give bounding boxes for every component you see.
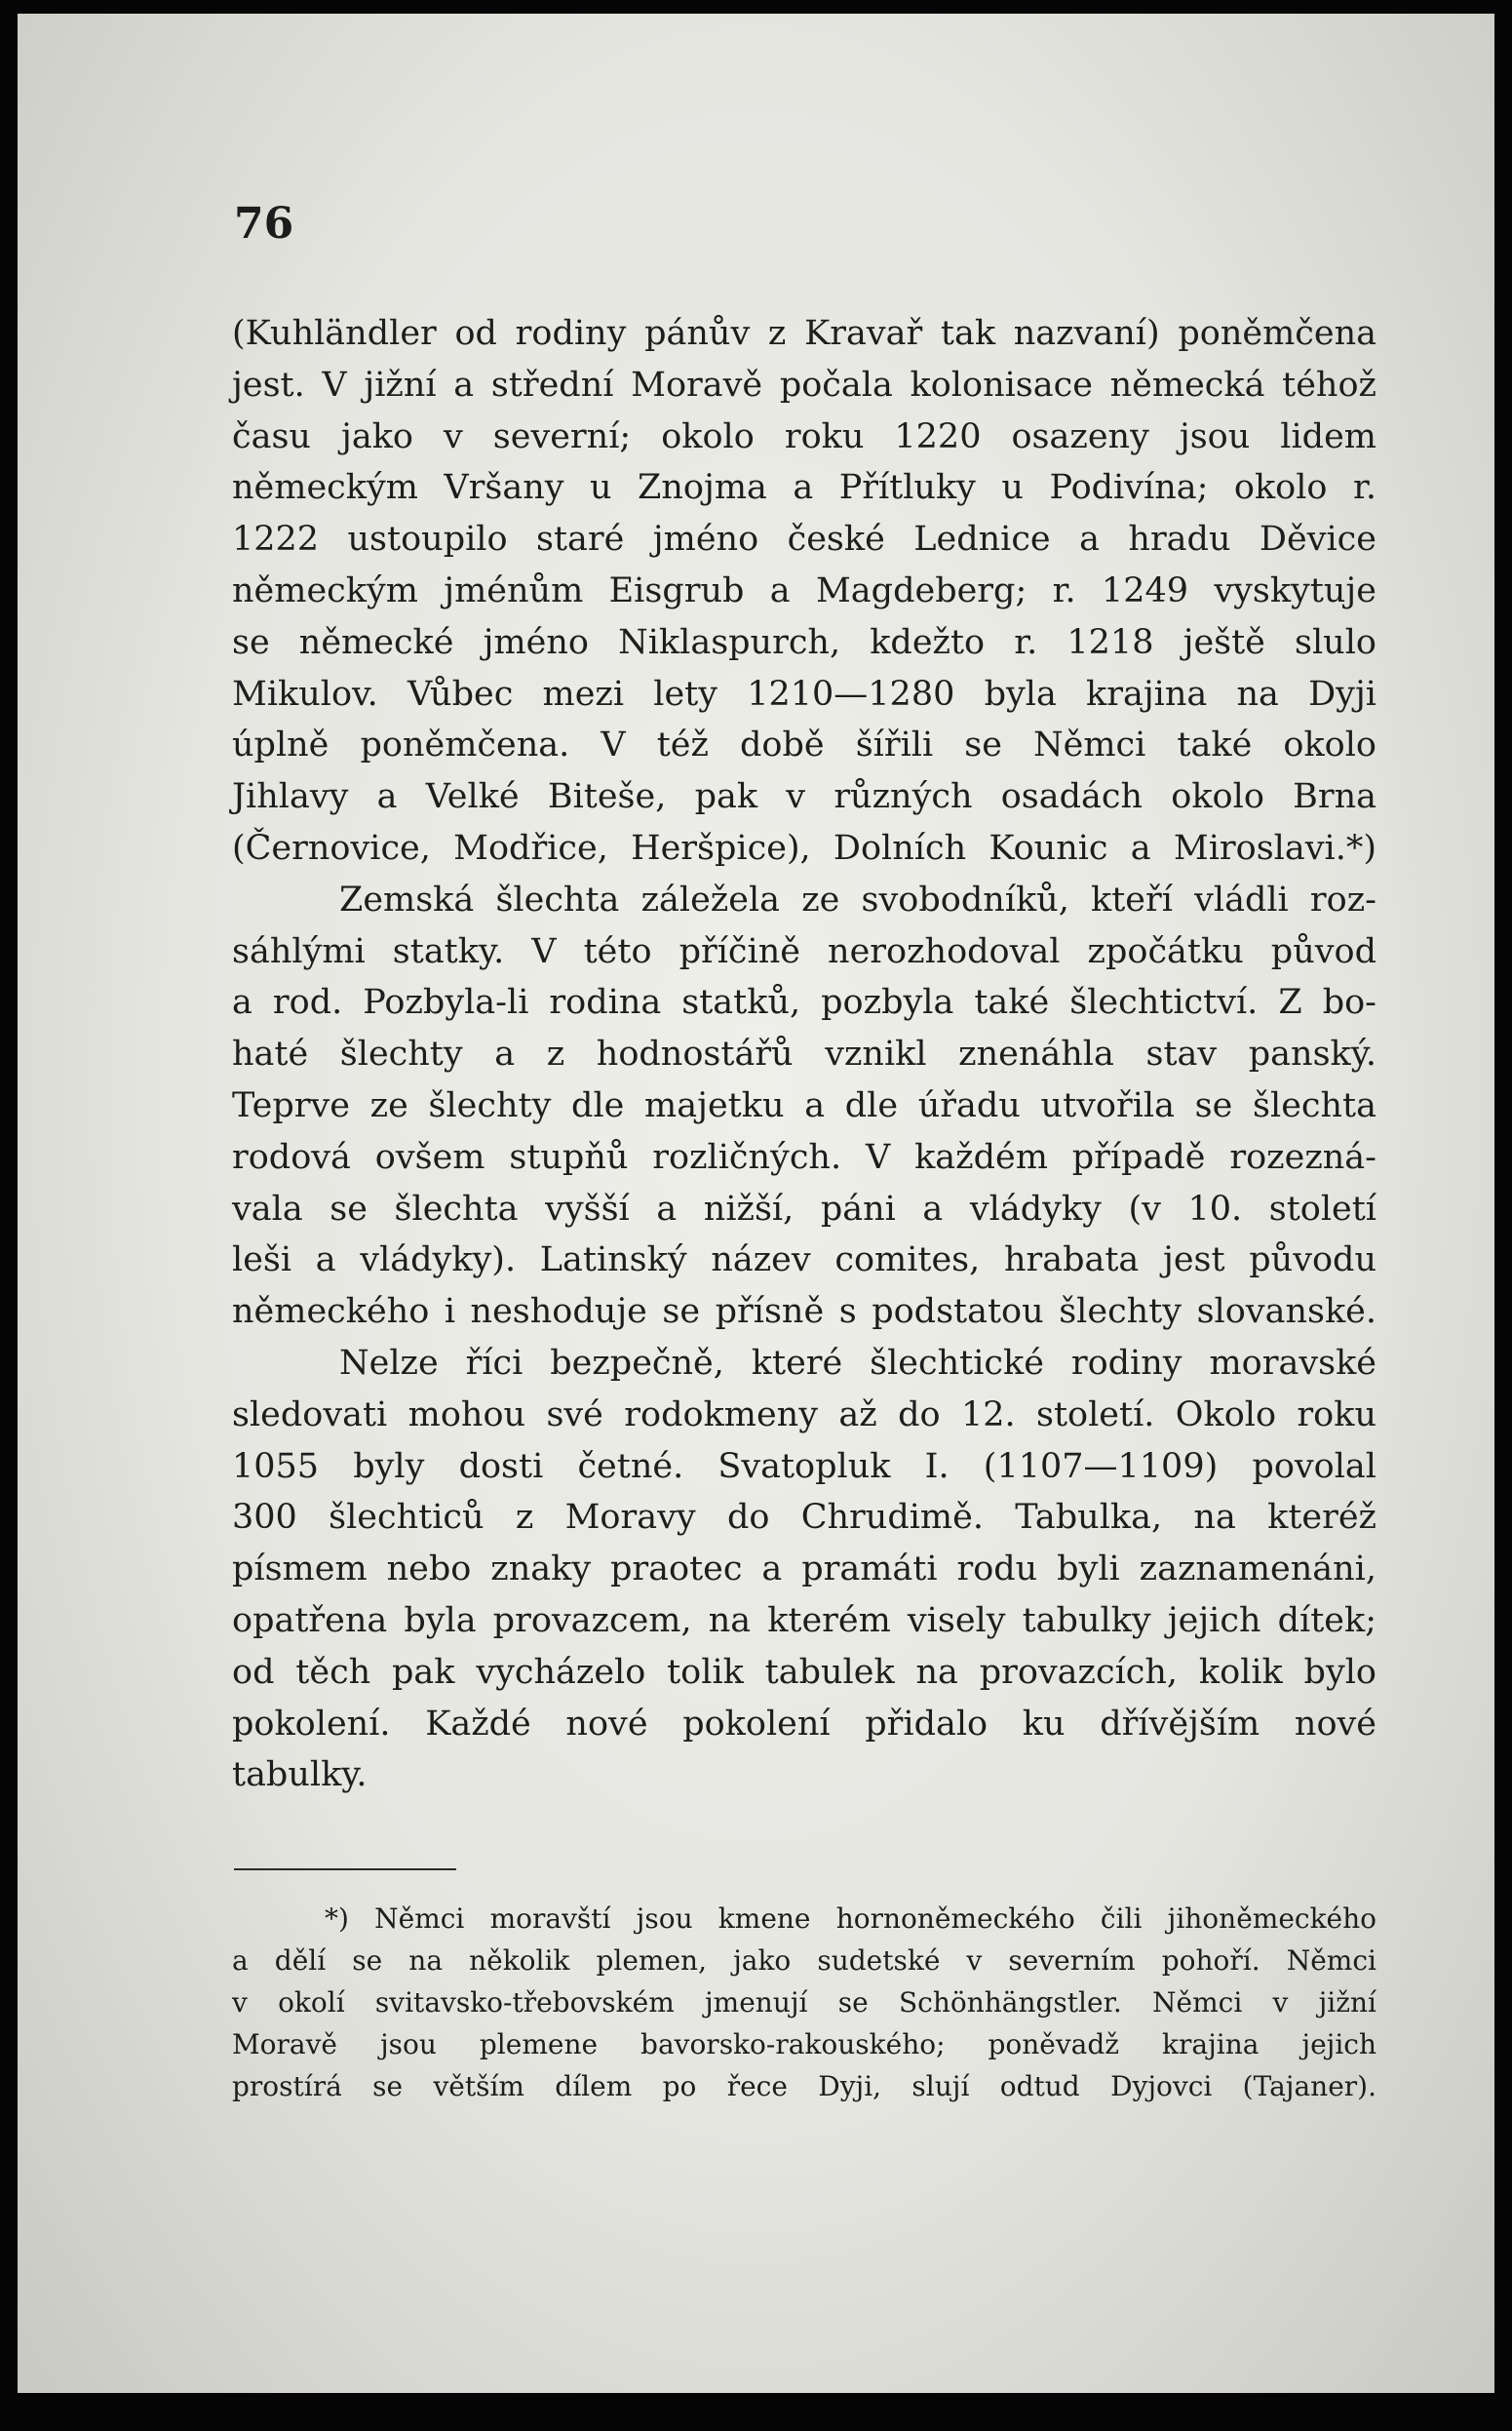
text-line: Nelze říci bezpečně, které šlechtické rodiny moravské: [339, 1343, 1376, 1383]
text-line: 300 šlechticů z Moravy do Chrudimě. Tabulka, na kteréž: [232, 1498, 1376, 1538]
footnote-line: *) Němci moravští jsou kmene hornoněmeckého čili jihoněmeckého: [325, 1902, 1376, 1935]
text-line: opatřena byla provazcem, na kterém visely tabulky jejich dítek;: [232, 1600, 1376, 1640]
text-line: 1222 ustoupilo staré jméno české Lednice a hradu Děvice: [232, 520, 1376, 560]
text-line: času jako v severní; okolo roku 1220 osazeny jsou lidem: [232, 416, 1376, 456]
text-line: leši a vládyky). Latinský název comites, hrabata jest původu: [232, 1240, 1376, 1280]
text-line: od těch pak vycházelo tolik tabulek na provazcích, kolik bylo: [232, 1652, 1376, 1692]
text-line: vala se šlechta vyšší a nižší, páni a vládyky (v 10. století: [232, 1189, 1376, 1229]
text-line: německým jménům Eisgrub a Magdeberg; r. 1249 vyskytuje: [232, 570, 1376, 610]
text-line: rodová ovšem stupňů rozličných. V každém případě rozezná-: [232, 1137, 1376, 1177]
text-line: úplně poněmčena. V též době šířili se Němci také okolo: [232, 725, 1376, 765]
text-line: Zemská šlechta záležela ze svobodníků, kteří vládli roz-: [339, 880, 1376, 920]
text-line: německého i neshoduje se přísně s podstatou šlechty slovanské.: [232, 1292, 1376, 1332]
text-line: haté šlechty a z hodnostářů vznikl znenáhla stav panský.: [232, 1035, 1376, 1075]
text-line: Teprve ze šlechty dle majetku a dle úřadu utvořila se šlechta: [232, 1085, 1376, 1125]
footnote-divider: [234, 1868, 456, 1870]
body-text: [232, 308, 1376, 1801]
footnote-line: v okolí svitavsko-třebovském jmenují se Schönhängstler. Němci v jižní: [232, 1986, 1376, 2019]
text-line: písmem nebo znaky praotec a pramáti rodu byli zaznamenáni,: [232, 1549, 1376, 1589]
footnote-line: prostírá se větším dílem po řece Dyji, slují odtud Dyjovci (Tajaner).: [232, 2070, 1376, 2102]
text-line: sáhlými statky. V této příčině nerozhodoval zpočátku původ: [232, 931, 1376, 971]
text-line: jest. V jižní a střední Moravě počala kolonisace německá téhož: [232, 365, 1376, 405]
page-number: 76: [234, 199, 294, 249]
text-line: (Černovice, Modřice, Heršpice), Dolních Kounic a Miroslavi.*): [232, 828, 1376, 868]
text-line: se německé jméno Niklaspurch, kdežto r. 1218 ještě slulo: [232, 622, 1376, 662]
text-line: (Kuhländler od rodiny pánův z Kravař tak nazvaní) poněmčena: [232, 314, 1376, 353]
text-line: tabulky.: [232, 1755, 368, 1795]
text-line: německým Vršany u Znojma a Přítluky u Podivína; okolo r.: [232, 468, 1376, 508]
text-line: pokolení. Každé nové pokolení přidalo ku dřívějším nové: [232, 1704, 1376, 1744]
text-line: 1055 byly dosti četné. Svatopluk I. (1107—1109) povolal: [232, 1446, 1376, 1486]
text-line: Jihlavy a Velké Biteše, pak v různých osadách okolo Brna: [232, 777, 1376, 817]
footnote-line: Moravě jsou plemene bavorsko-rakouského; poněvadž krajina jejich: [232, 2028, 1376, 2060]
text-line: a rod. Pozbyla-li rodina statků, pozbyla také šlechtictví. Z bo-: [232, 983, 1376, 1023]
footnote-line: a dělí se na několik plemen, jako sudetské v severním pohoří. Němci: [232, 1944, 1376, 1977]
text-line: sledovati mohou své rodokmeny až do 12. století. Okolo roku: [232, 1394, 1376, 1434]
footnote: [232, 1898, 1376, 2107]
text-line: Mikulov. Vůbec mezi lety 1210—1280 byla krajina na Dyji: [232, 674, 1376, 714]
book-page: [18, 14, 1494, 2393]
